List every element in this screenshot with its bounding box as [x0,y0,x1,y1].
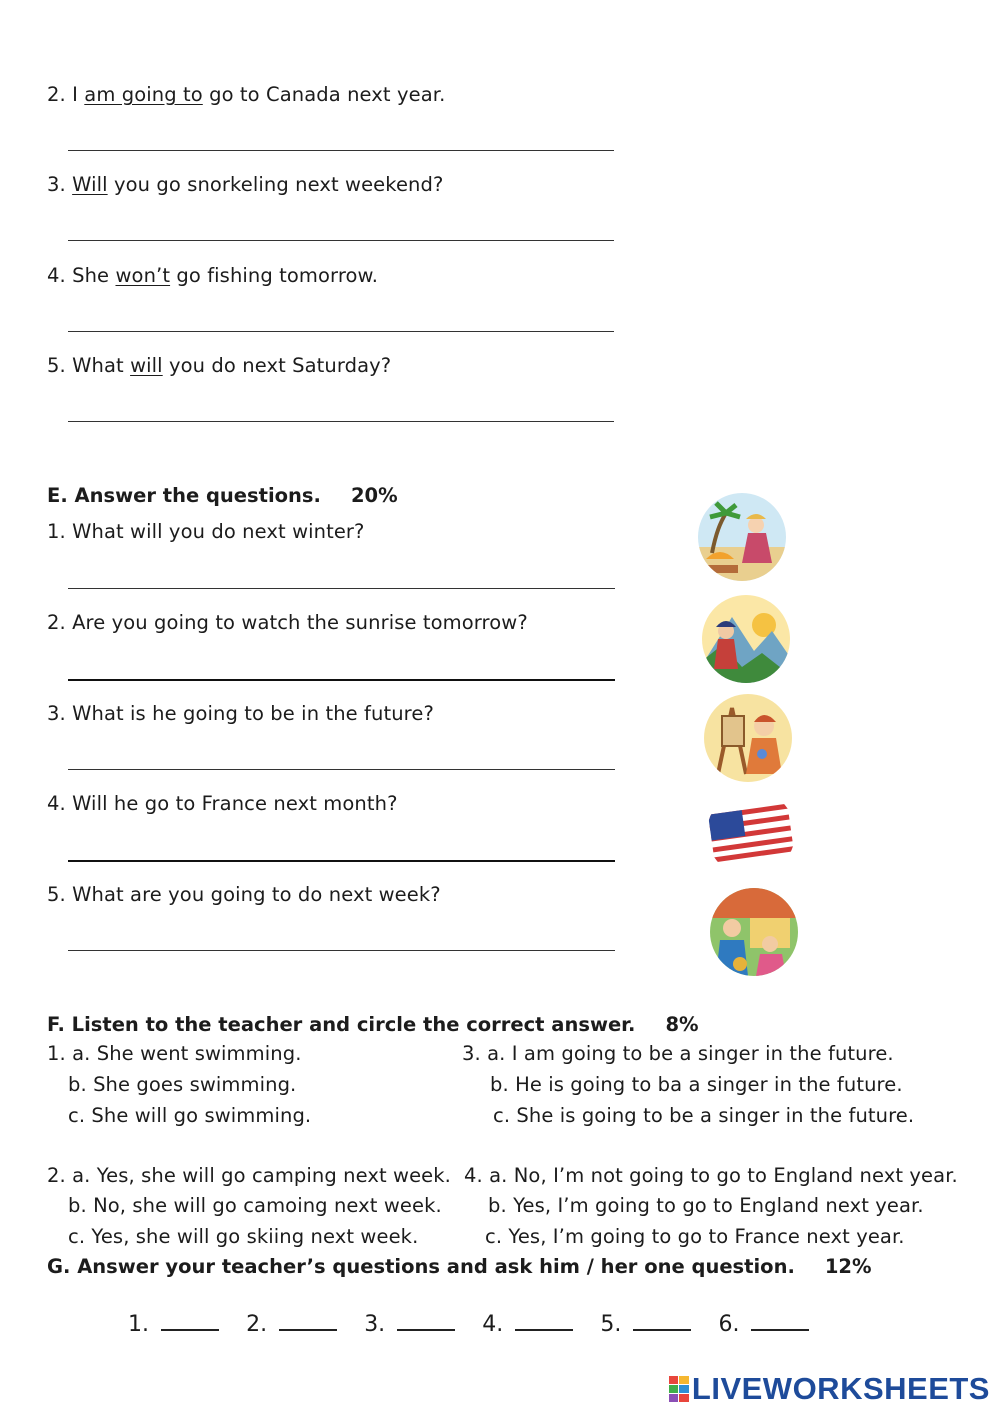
section-g-heading: G. Answer your teacher’s questions and ask him / her one question. 12% [47,1255,872,1278]
market-picture [710,888,798,976]
answer-blank[interactable] [751,1313,809,1331]
blank-item-4: 4. [482,1312,573,1337]
f-q1-option-c[interactable]: c. She will go swimming. [68,1104,312,1127]
f-q3-option-b[interactable]: b. He is going to ba a singer in the future. [490,1073,903,1096]
answer-blanks-row [128,1312,831,1337]
underlined-phrase: Will [72,173,108,196]
f-q4-option-b[interactable]: b. Yes, I’m going to go to England next year. [488,1194,924,1217]
d-item-5: 5. What will you do next Saturday? [47,354,392,377]
e-question-4: 4. Will he go to France next month? [47,792,398,815]
flag-picture [707,789,795,877]
f-q4-option-a[interactable]: 4. a. No, I’m not going to go to England next year. [464,1164,958,1187]
answer-line[interactable] [68,769,615,770]
beach-picture [698,493,786,581]
underlined-phrase: won’t [115,264,171,287]
answer-line[interactable] [68,331,614,332]
logo-mark-icon [669,1376,689,1402]
f-q4-option-c[interactable]: c. Yes, I’m going to go to France next year. [485,1225,905,1248]
answer-line[interactable] [68,150,614,151]
answer-blank[interactable] [279,1313,337,1331]
liveworksheets-logo [669,1371,990,1407]
answer-line[interactable] [68,588,615,589]
underlined-phrase: will [130,354,163,377]
answer-line[interactable] [68,240,614,241]
blank-item-2: 2. [246,1312,337,1337]
answer-line[interactable] [68,679,615,681]
answer-line[interactable] [68,950,615,951]
answer-blank[interactable] [515,1313,573,1331]
d-item-4: 4. She won’t go fishing tomorrow. [47,264,379,287]
answer-blank[interactable] [397,1313,455,1331]
blank-item-6: 6. [718,1312,809,1337]
answer-line[interactable] [68,860,615,862]
blank-item-5: 5. [600,1312,691,1337]
answer-blank[interactable] [161,1313,219,1331]
answer-line[interactable] [68,421,614,422]
blank-item-3: 3. [364,1312,455,1337]
f-q1-option-b[interactable]: b. She goes swimming. [68,1073,297,1096]
f-q3-option-a[interactable]: 3. a. I am going to be a singer in the future. [462,1042,894,1065]
mountain-sunrise-picture [702,595,790,683]
e-question-5: 5. What are you going to do next week? [47,883,441,906]
section-f-heading: F. Listen to the teacher and circle the correct answer. 8% [47,1013,699,1036]
logo-text: LIVEWORKSHEETS [691,1371,990,1406]
d-item-2: 2. I am going to go to Canada next year. [47,83,446,106]
f-q1-option-a[interactable]: 1. a. She went swimming. [47,1042,302,1065]
answer-blank[interactable] [633,1313,691,1331]
e-question-3: 3. What is he going to be in the future? [47,702,434,725]
e-question-2: 2. Are you going to watch the sunrise tomorrow? [47,611,528,634]
blank-item-1: 1. [128,1312,219,1337]
d-item-3: 3. Will you go snorkeling next weekend? [47,173,444,196]
e-question-1: 1. What will you do next winter? [47,520,365,543]
underlined-phrase: am going to [84,83,203,106]
f-q2-option-c[interactable]: c. Yes, she will go skiing next week. [68,1225,419,1248]
section-e-heading: E. Answer the questions. 20% [47,484,398,507]
f-q3-option-c[interactable]: c. She is going to be a singer in the future. [493,1104,915,1127]
f-q2-option-a[interactable]: 2. a. Yes, she will go camping next week. [47,1164,451,1187]
painter-picture [704,694,792,782]
f-q2-option-b[interactable]: b. No, she will go camoing next week. [68,1194,442,1217]
